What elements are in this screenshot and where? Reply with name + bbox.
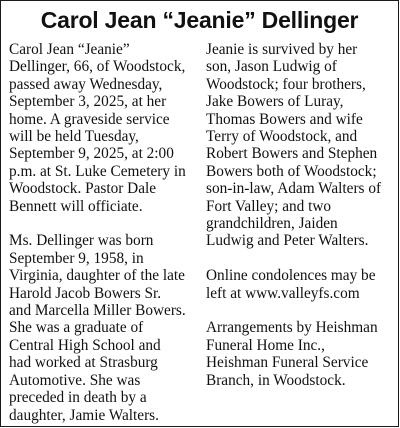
text-line: Thomas Bowers and wife (206, 110, 363, 128)
text-line: Dellinger, 66, of Woodstock, (9, 58, 186, 76)
text-line: Arrangements by Heishman (206, 319, 378, 337)
text-line: Woodstock; four brothers, (206, 75, 366, 93)
text-line: September 9, 1958, in (9, 249, 144, 267)
text-line: Funeral Home Inc., (206, 336, 325, 354)
text-line: had worked at Strasburg (9, 354, 158, 372)
text-line: Automotive. She was (9, 371, 141, 389)
paragraph-biography (9, 232, 199, 423)
paragraph-announcement (9, 41, 199, 215)
paragraph-survivors (206, 41, 394, 250)
text-line: grandchildren, Jaiden (206, 215, 338, 233)
text-line: Branch, in Woodstock. (206, 371, 346, 389)
text-line: Ludwig and Peter Walters. (206, 232, 369, 250)
text-line: Fort Valley; and two (206, 197, 332, 215)
text-line: Carol Jean “Jeanie” (9, 41, 130, 58)
text-line: September 9, 2025, at 2:00 (9, 145, 174, 163)
text-line: Heishman Funeral Service (206, 354, 369, 372)
text-line: and Marcella Miller Bowers. (9, 302, 186, 320)
text-line: Harold Jacob Bowers Sr. (9, 284, 162, 302)
text-line: Bennett will officiate. (9, 197, 143, 215)
text-line: Jeanie is survived by her (206, 41, 358, 58)
text-line: left at www.valleyfs.com (206, 284, 360, 302)
text-line: home. A graveside service (9, 110, 170, 128)
right-column (206, 41, 394, 389)
text-line: daughter, Jamie Walters. (9, 406, 159, 424)
text-line: Virginia, daughter of the late (9, 267, 185, 285)
text-line: will be held Tuesday, (9, 128, 139, 146)
text-line: son, Jason Ludwig of (206, 58, 337, 76)
text-line: son-in-law, Adam Walters of (206, 180, 382, 198)
obituary-title: Carol Jean “Jeanie” Dellinger (40, 7, 359, 33)
text-line: Woodstock. Pastor Dale (9, 180, 157, 198)
text-line: September 3, 2025, at her (9, 93, 167, 111)
text-line: Robert Bowers and Stephen (206, 145, 378, 163)
text-line: Ms. Dellinger was born (9, 232, 154, 250)
left-column (9, 41, 199, 424)
paragraph-arrangements (206, 319, 394, 389)
text-line: Online condolences may be (206, 267, 376, 285)
text-line: Bowers both of Woodstock; (206, 162, 377, 180)
text-line: p.m. at St. Luke Cemetery in (9, 162, 186, 180)
text-line: Central High School and (9, 336, 161, 354)
paragraph-condolences (206, 267, 394, 302)
text-line: passed away Wednesday, (9, 75, 163, 93)
text-line: Jake Bowers of Luray, (206, 93, 344, 111)
text-line: Terry of Woodstock, and (206, 128, 358, 146)
text-line: She was a graduate of (9, 319, 144, 337)
text-line: preceded in death by a (9, 389, 147, 407)
